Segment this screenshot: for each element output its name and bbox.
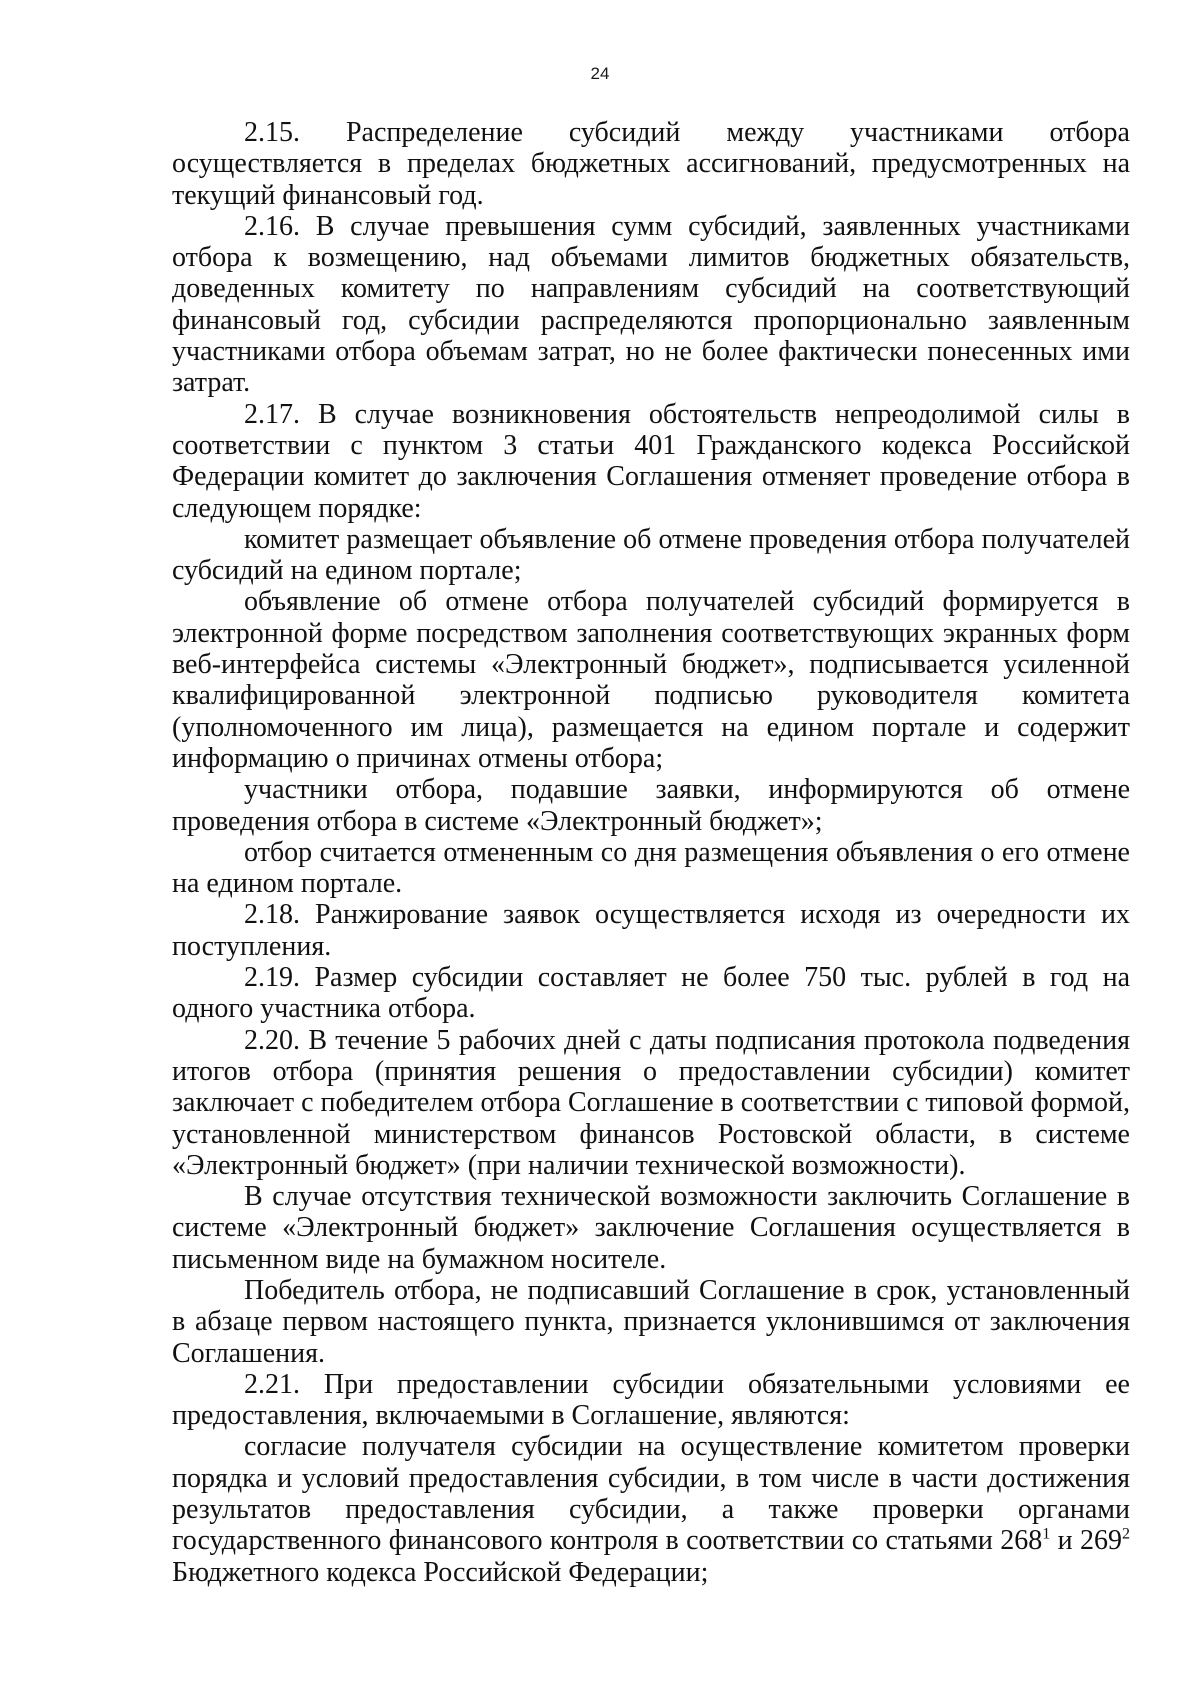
paragraph-2-15: 2.15. Распределение субсидий между участниками отбора осуществляется в пределах бюджетных ассигнований, предусмотренных на текущий финансовый год. <box>172 117 1130 211</box>
page-number: 24 <box>590 64 610 83</box>
paragraph-2-20: 2.20. В течение 5 рабочих дней с даты подписания протокола подведения итогов отбора (принятия решения о предоставлении субсидии) комитет заключает с победителем отбора Соглашение в соответствии с типовой формой, установленной министерством финансов Ростовской области, в системе «Электронный бюджет» (при наличии технической возможности). <box>172 1024 1131 1181</box>
paragraph-participants-informed: участники отбора, подавшие заявки, информируются об отмене проведения отбора в системе «Электронный бюджет»; <box>172 774 1130 837</box>
paragraph-2-21: 2.21. При предоставлении субсидии обязательными условиями ее предоставления, включаемыми в Соглашение, являются: <box>172 1368 1130 1432</box>
paragraph-cancel-electronic-form: объявление об отмене отбора получателей субсидий формируется в электронной форме посредством заполнения соответствующих экранных форм веб-интерфейса системы «Электронный бюджет», подписывается усиленной квалифицированной электронной подписью руководителя комитета (уполномоченного им лица), размещается на едином портале и содержит информацию о причинах отмены отбора; <box>172 586 1130 774</box>
consent-text-part1: согласие получателя субсидии на осуществление комитетом проверки порядка и условий предоставления субсидии, в том числе в части достижения результатов предоставления субсидии, а также проверки органами государственного финансового контроля в соответствии со статьями 268 <box>172 1431 1130 1557</box>
paragraph-2-16: 2.16. В случае превышения сумм субсидий, заявленных участниками отбора к возмещению, над объемами лимитов бюджетных обязательств, доведенных комитету по направлениям субсидий на соответствующий финансовый год, субсидии распределяются пропорционально заявленным участниками отбора объемам затрат, но не более фактически понесенных ими затрат. <box>172 210 1130 399</box>
paragraph-2-18: 2.18. Ранжирование заявок осуществляется исходя из очередности их поступления. <box>172 899 1130 962</box>
superscript-2: 2 <box>1122 1526 1130 1544</box>
paragraph-2-17: 2.17. В случае возникновения обстоятельств непреодолимой силы в соответствии с пунктом 3 статьи 401 Гражданского кодекса Российской Федерации комитет до заключения Соглашения отменяет проведение отбора в следующем порядке: <box>172 398 1130 524</box>
paragraph-2-19: 2.19. Размер субсидии составляет не более 750 тыс. рублей в год на одного участника отбора. <box>172 962 1130 1025</box>
paragraph-winner-evasion: Победитель отбора, не подписавший Соглашение в срок, установленный в абзаце первом настоящего пункта, признается уклонившимся от заключения Соглашения. <box>172 1274 1130 1369</box>
consent-text-part3: Бюджетного кодекса Российской Федерации; <box>172 1556 709 1588</box>
paragraph-cancel-effective: отбор считается отмененным со дня размещения объявления о его отмене на едином портале. <box>172 836 1130 900</box>
paragraph-consent-inspection <box>172 1431 1130 1587</box>
document-body <box>172 117 1130 1588</box>
superscript-1: 1 <box>1042 1526 1051 1544</box>
consent-text-part2: и 269 <box>1050 1525 1122 1557</box>
paragraph-paper-agreement: В случае отсутствия технической возможности заключить Соглашение в системе «Электронный бюджет» заключение Соглашения осуществляется в письменном виде на бумажном носителе. <box>172 1181 1130 1275</box>
paragraph-cancel-announcement: комитет размещает объявление об отмене проведения отбора получателей субсидий на едином портале; <box>172 523 1130 587</box>
